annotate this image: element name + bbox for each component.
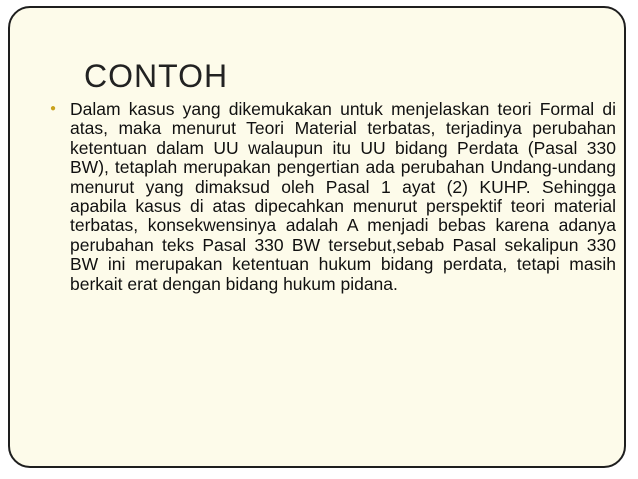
- bullet-item: [50, 100, 616, 294]
- slide-frame: [8, 6, 626, 468]
- slide-title: CONTOH: [84, 58, 229, 94]
- circle-bullet-icon: ●: [50, 103, 57, 114]
- bullet-paragraph: Dalam kasus yang dikemukakan untuk menjelaskan teori Formal di atas, maka menurut Teori Material terbatas, terjadinya perubahan ketentuan dalam UU walaupun itu UU bidang Perdata (Pasal 330 BW), tetaplah merupakan pengertian ada perubahan Undang-undang menurut yang dimaksud oleh Pasal 1 ayat (2) KUHP. Sehingga apabila kasus di atas dipecahkan menurut perspektif teori material terbatas, konsekwensinya adalah A menjadi bebas karena adanya perubahan teks Pasal 330 BW tersebut,sebab Pasal sekalipun 330 BW ini merupakan ketentuan hukum bidang perdata, tetapi masih berkait erat dengan bidang hukum pidana.: [70, 99, 616, 294]
